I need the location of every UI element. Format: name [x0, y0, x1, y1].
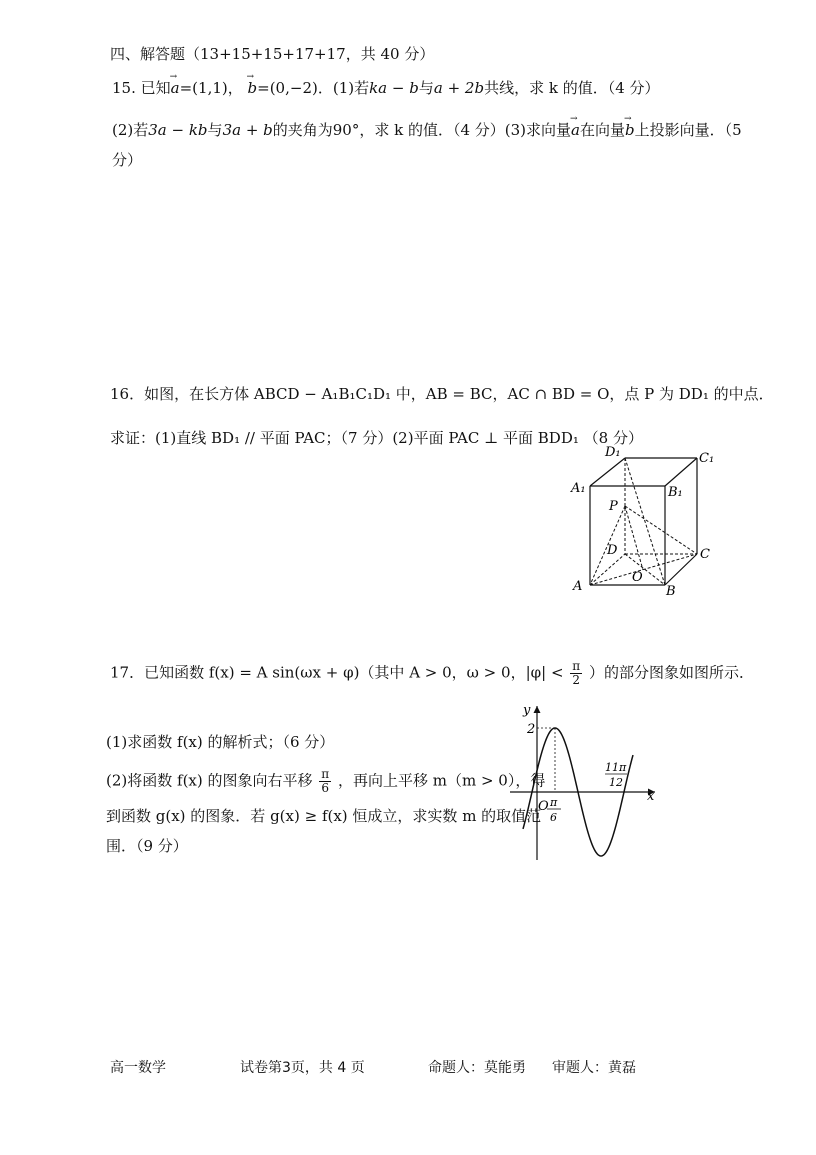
- footer-page: 试卷第3页，共 4 页: [240, 1060, 365, 1076]
- x-tick1-num: π: [550, 796, 558, 809]
- y-tick-2: 2: [527, 722, 536, 737]
- q15-text: 上投影向量．（5: [634, 121, 742, 139]
- q15-line1: [112, 78, 660, 98]
- q15-text: 与: [418, 79, 434, 97]
- label-p: P: [609, 499, 618, 514]
- label-c: C: [700, 547, 710, 562]
- footer-author: 命题人：莫能勇: [428, 1060, 526, 1076]
- q17-text: 17．已知函数 f(x) = A sin(ωx + φ)（其中 A > 0，ω > 0，|φ| <: [110, 663, 564, 682]
- vector-b: → b: [248, 78, 258, 98]
- origin-label: O: [538, 799, 549, 814]
- label-o: O: [632, 570, 643, 585]
- cuboid-figure: [565, 438, 725, 598]
- label-c1: C₁: [699, 451, 715, 466]
- label-d: D: [607, 543, 618, 558]
- fraction-pi-over-2: $\frac{\pi}{2}$: [572, 659, 581, 687]
- q16-line1: 16．如图，在长方体 ABCD − A₁B₁C₁D₁ 中，AB = BC，AC ∩ BD = O，点 P 为 DD₁ 的中点．: [110, 385, 774, 403]
- q15-text: (2)若: [112, 121, 149, 139]
- q15-text: 与: [207, 121, 223, 139]
- q15-line2: [112, 120, 742, 140]
- q15-expr: 3a + b: [222, 121, 273, 139]
- footer-subject: 高一数学: [110, 1060, 166, 1076]
- section-title: 四、解答题（13+15+15+17+17，共 40 分）: [110, 45, 435, 63]
- q17-text: ，再向上平移 m（m > 0），得: [337, 771, 546, 790]
- vector-b: → b: [625, 120, 635, 140]
- q16-line2: 求证：(1)直线 BD₁ // 平面 PAC；（7 分）(2)平面 PAC ⊥ 平面 BDD₁ （8 分）: [110, 429, 643, 447]
- q15-expr: a + 2b: [433, 79, 485, 97]
- q15-text: 的夹角为90°，求 k 的值．（4 分）(3)求向量: [272, 121, 572, 139]
- q15-expr: 3a − kb: [148, 121, 208, 139]
- label-a: A: [573, 579, 583, 594]
- sine-graph: [505, 700, 670, 865]
- label-d1: D₁: [605, 445, 621, 460]
- q15-number: 15.: [112, 79, 136, 97]
- fraction-pi-over-6: $\frac{\pi}{6}$: [321, 767, 330, 795]
- label-b1: B₁: [668, 485, 683, 500]
- vector-a: → a: [171, 78, 180, 98]
- q15-text: 在向量: [580, 121, 626, 139]
- q17-text: ）的部分图象如图所示．: [588, 663, 754, 682]
- q17-line1: [110, 660, 754, 687]
- x-tick1-den: 6: [550, 811, 557, 824]
- q15-text: =(1,1)，: [179, 79, 243, 97]
- label-a1: A₁: [571, 481, 586, 496]
- y-axis-label: y: [523, 703, 531, 718]
- q15-text: =(0,−2)．(1)若: [257, 79, 370, 97]
- q15-text: 已知: [140, 79, 171, 97]
- footer-reviewer: 审题人：黄磊: [552, 1060, 636, 1076]
- x-tick2-num: 11π: [605, 761, 627, 774]
- x-axis-label: x: [647, 789, 655, 804]
- vector-a: → a: [571, 120, 580, 140]
- q17-part2: [106, 768, 545, 795]
- q17-part2-cont: 到函数 g(x) 的图象．若 g(x) ≥ f(x) 恒成立，求实数 m 的取值范: [106, 807, 542, 825]
- q17-part1: (1)求函数 f(x) 的解析式；（6 分）: [106, 733, 335, 751]
- q17-text: (2)将函数 f(x) 的图象向右平移: [106, 771, 313, 790]
- q15-line3: 分）: [112, 151, 143, 169]
- q15-expr: ka − b: [369, 79, 419, 97]
- x-tick2-den: 12: [609, 776, 623, 789]
- label-b: B: [666, 584, 676, 598]
- q15-text: 共线，求 k 的值．（4 分）: [484, 79, 660, 97]
- q17-part2-end: 围．（9 分）: [106, 837, 188, 855]
